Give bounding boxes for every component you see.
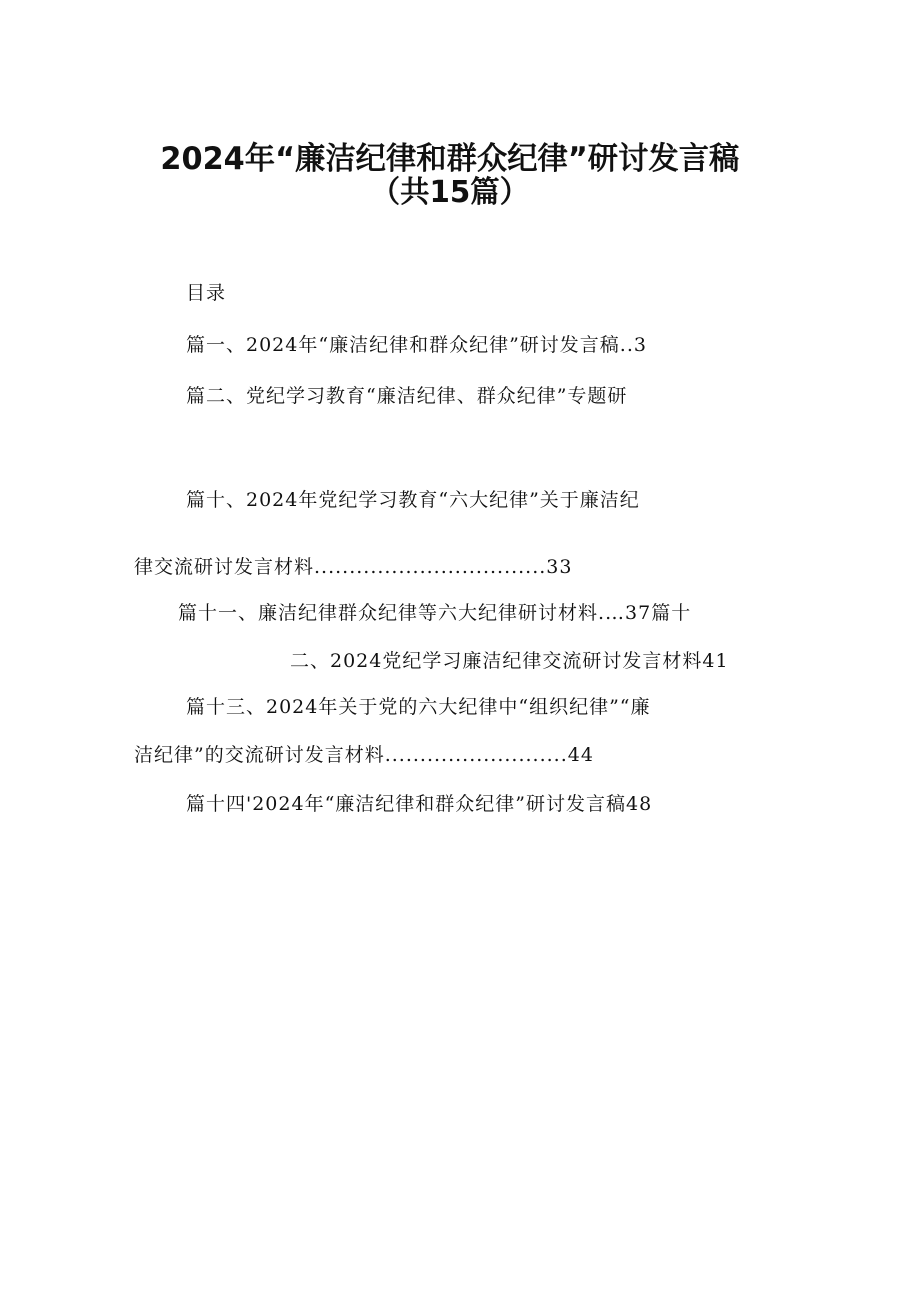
toc-entry: 篇十四'2024年“廉洁纪律和群众纪律”研讨发言稿48 <box>186 793 653 815</box>
toc-entry: 篇二、党纪学习教育“廉洁纪律、群众纪律”专题研 <box>186 385 628 407</box>
toc-entry: 篇十一、廉洁纪律群众纪律等六大纪律研讨材料.…37篇十 <box>178 602 692 624</box>
toc-entry-continuation: 洁纪律”的交流研讨发言材料..........................44 <box>134 744 594 766</box>
toc-entry: 篇十、2024年党纪学习教育“六大纪律”关于廉洁纪 <box>186 489 640 511</box>
toc-entry: 篇一、2024年“廉洁纪律和群众纪律”研讨发言稿..3 <box>186 334 647 356</box>
document-subtitle: （共15篇） <box>370 175 529 210</box>
document-title: 2024年“廉洁纪律和群众纪律”研讨发言稿 <box>160 141 740 177</box>
toc-entry-continuation: 律交流研讨发言材料.................................33 <box>134 556 573 578</box>
toc-heading: 目录 <box>186 282 227 304</box>
toc-entry: 篇十三、2024年关于党的六大纪律中“组织纪律”“廉 <box>186 696 651 718</box>
toc-entry-continuation: 二、2024党纪学习廉洁纪律交流研讨发言材料41 <box>290 650 729 672</box>
